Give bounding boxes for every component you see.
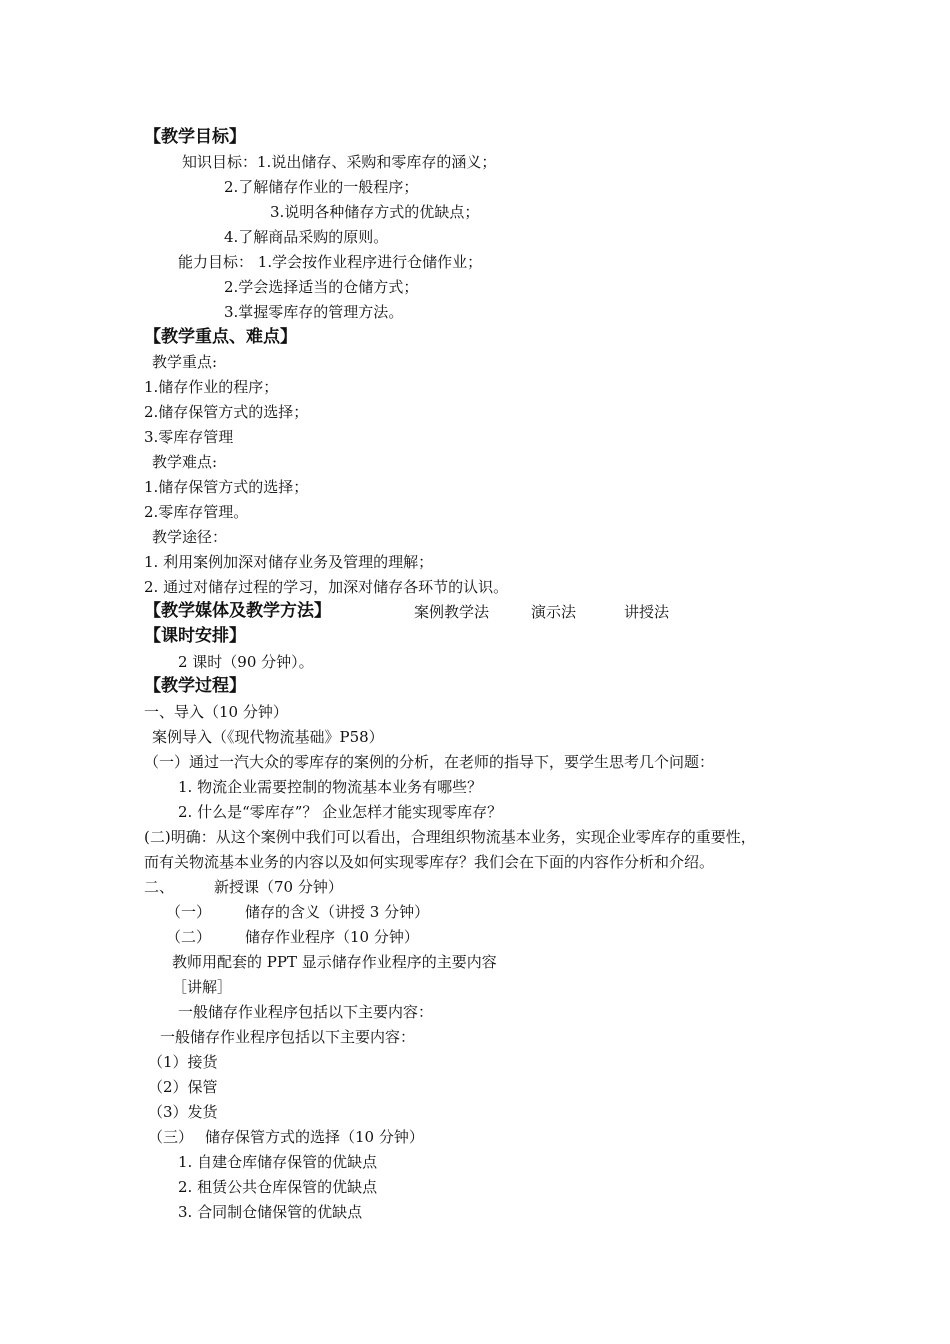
new-lesson-number: 二、 bbox=[144, 878, 175, 896]
section-2-number: （二） bbox=[166, 928, 212, 946]
method-case-teaching: 案例教学法 bbox=[414, 603, 490, 621]
ability-goal-item: 1.学会按作业程序进行仓储作业； bbox=[257, 253, 483, 271]
knowledge-goal-label: 知识目标： bbox=[182, 153, 258, 171]
knowledge-goal-4: 4.了解商品采购的原则。 bbox=[224, 228, 389, 246]
heading-schedule: 【课时安排】 bbox=[144, 626, 246, 646]
section-1-title bbox=[166, 902, 429, 922]
ppt-note: 教师用配套的 PPT 显示储存作业程序的主要内容 bbox=[172, 953, 497, 971]
approach-label: 教学途径： bbox=[152, 528, 228, 546]
lecture-note: ［讲解］ bbox=[172, 978, 233, 996]
new-lesson-label: 新授课（70 分钟） bbox=[214, 878, 343, 896]
storage-option-2: 2. 租赁公共仓库保管的优缺点 bbox=[178, 1178, 378, 1196]
step-dispatch: （3）发货 bbox=[148, 1103, 218, 1121]
focus-label: 教学重点: bbox=[152, 353, 218, 371]
storage-option-3: 3. 合同制仓储保管的优缺点 bbox=[178, 1203, 363, 1221]
heading-process: 【教学过程】 bbox=[144, 676, 246, 696]
clarify-line-2: 而有关物流基本业务的内容以及如何实现零库存？我们会在下面的内容作分析和介绍。 bbox=[144, 853, 715, 871]
section-2-label: 储存作业程序（10 分钟） bbox=[245, 928, 419, 946]
approach-item-2: 2. 通过对储存过程的学习，加深对储存各环节的认识。 bbox=[144, 578, 509, 596]
heading-teaching-goals: 【教学目标】 bbox=[144, 127, 246, 147]
section-3-title bbox=[148, 1127, 424, 1147]
ability-goal-2: 2.学会选择适当的仓储方式； bbox=[224, 278, 419, 296]
difficulty-label: 教学难点: bbox=[152, 453, 218, 471]
intro-title: 一、导入（10 分钟） bbox=[144, 703, 288, 721]
section-3-label: 储存保管方式的选择（10 分钟） bbox=[205, 1128, 424, 1146]
questions-intro: （一）通过一汽大众的零库存的案例的分析，在老师的指导下，要学生思考几个问题： bbox=[144, 753, 715, 771]
schedule-text: 2 课时（90 分钟）。 bbox=[178, 653, 314, 671]
knowledge-goal-2: 2.了解储存作业的一般程序； bbox=[224, 178, 419, 196]
focus-item-2: 2.储存保管方式的选择； bbox=[144, 403, 309, 421]
knowledge-goal-item: 1.说出储存、采购和零库存的涵义； bbox=[257, 153, 497, 171]
knowledge-goal-3: 3.说明各种储存方式的优缺点； bbox=[270, 203, 480, 221]
section-3-number: （三） bbox=[148, 1128, 194, 1146]
knowledge-goal-1 bbox=[182, 152, 496, 172]
method-lecture: 讲授法 bbox=[624, 603, 670, 621]
general-procedure-2: 一般储存作业程序包括以下主要内容： bbox=[160, 1028, 416, 1046]
ability-goal-1 bbox=[178, 252, 482, 272]
general-procedure-1: 一般储存作业程序包括以下主要内容： bbox=[178, 1003, 434, 1021]
heading-methods: 【教学媒体及教学方法】 bbox=[144, 601, 331, 621]
heading-key-points: 【教学重点、难点】 bbox=[144, 327, 297, 347]
approach-item-1: 1. 利用案例加深对储存业务及管理的理解； bbox=[144, 553, 434, 571]
step-receiving: （1）接货 bbox=[148, 1053, 218, 1071]
storage-option-1: 1. 自建仓库储存保管的优缺点 bbox=[178, 1153, 378, 1171]
focus-item-3: 3.零库存管理 bbox=[144, 428, 234, 446]
section-2-title bbox=[166, 927, 419, 947]
difficulty-item-1: 1.储存保管方式的选择； bbox=[144, 478, 309, 496]
method-demonstration: 演示法 bbox=[531, 603, 577, 621]
case-intro: 案例导入（《现代物流基础》P58） bbox=[152, 728, 384, 746]
difficulty-item-2: 2.零库存管理。 bbox=[144, 503, 249, 521]
section-1-label: 储存的含义（讲授 3 分钟） bbox=[245, 903, 430, 921]
question-2: 2. 什么是“零库存”？ 企业怎样才能实现零库存？ bbox=[178, 803, 503, 821]
ability-goal-label: 能力目标： bbox=[178, 253, 254, 271]
ability-goal-3: 3.掌握零库存的管理方法。 bbox=[224, 303, 404, 321]
clarify-line-1: (二)明确：从这个案例中我们可以看出，合理组织物流基本业务，实现企业零库存的重要性， bbox=[144, 828, 756, 846]
question-1: 1. 物流企业需要控制的物流基本业务有哪些？ bbox=[178, 778, 483, 796]
section-1-number: （一） bbox=[166, 903, 212, 921]
step-storage: （2）保管 bbox=[148, 1078, 218, 1096]
focus-item-1: 1.储存作业的程序； bbox=[144, 378, 279, 396]
new-lesson-title bbox=[144, 877, 343, 897]
